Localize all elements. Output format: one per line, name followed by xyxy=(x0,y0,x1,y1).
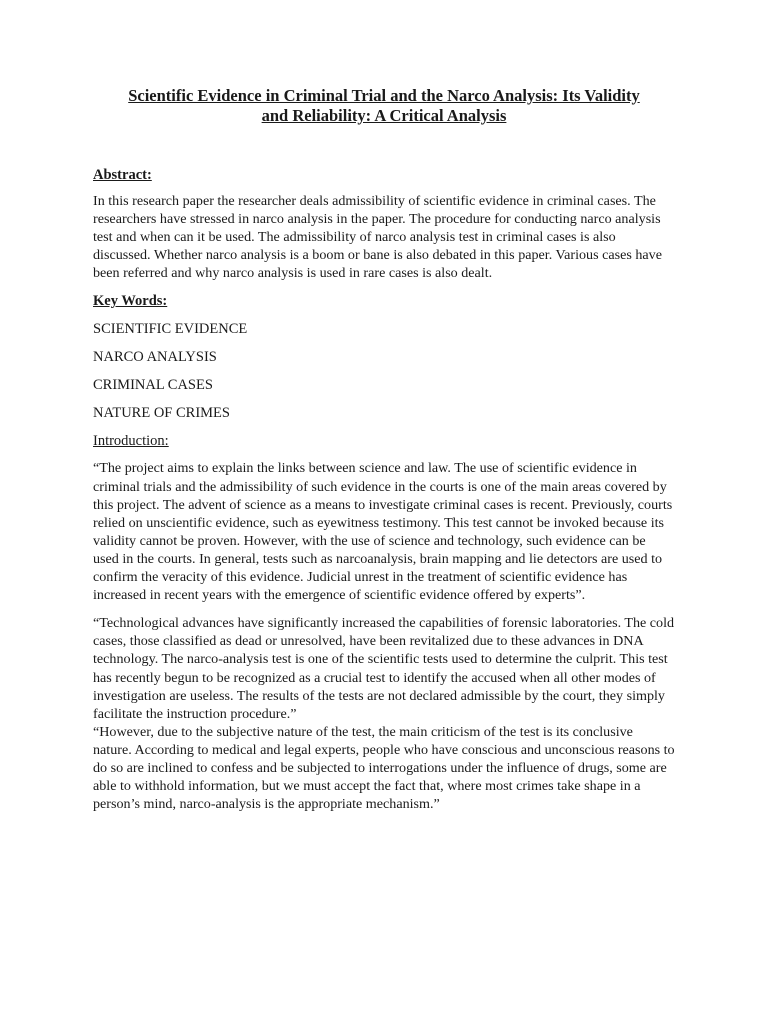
intro-paragraph-3: “However, due to the subjective nature of the test, the main criticism of the test is its conclusive nature. According to medical and legal experts, people who have conscious and unconscious reasons to do so are inclined to confess and be subjected to interrogations under the influence of drugs, some are able to withhold information, but we must accept the fact that, where most crimes take shape in a person’s mind, narco-analysis is the appropriate mechanism.” xyxy=(93,723,675,813)
keyword-item: SCIENTIFIC EVIDENCE xyxy=(93,321,248,338)
title-line-1: Scientific Evidence in Criminal Trial and the Narco Analysis: Its Validity xyxy=(128,86,640,105)
intro-paragraph-2: “Technological advances have significantly increased the capabilities of forensic laboratories. The cold cases, those classified as dead or unresolved, have been revitalized due to these advances in DNA technology. The narco-analysis test is one of the scientific tests used to determine the culprit. This test has recently begun to be recognized as a crucial test to identify the accused when all other modes of investigation are useless. The results of the tests are not declared admissible by the court, they simply facilitate the instruction procedure.” xyxy=(93,615,675,722)
keyword-item: CRIMINAL CASES xyxy=(93,377,213,394)
intro-paragraph-1: “The project aims to explain the links between science and law. The use of scientific evidence in criminal trials and the admissibility of such evidence in the courts is one of the main areas covered by this project. The advent of science as a means to investigate criminal cases is recent. Previously, courts relied on unscientific evidence, such as eyewitness testimony. This test cannot be invoked because its validity cannot be proven. However, with the use of science and technology, such evidence can be used in the courts. In general, tests such as narcoanalysis, brain mapping and lie detectors are used to confirm the veracity of this evidence. Judicial unrest in the treatment of scientific evidence has increased in recent years with the emergence of scientific evidence offered by experts”. xyxy=(93,460,673,604)
keyword-item: NARCO ANALYSIS xyxy=(93,349,217,366)
introduction-heading: Introduction: xyxy=(93,433,169,450)
document-page xyxy=(93,86,675,813)
abstract-heading: Abstract: xyxy=(93,167,152,183)
abstract-text: In this research paper the researcher deals admissibility of scientific evidence in criminal cases. The researchers have stressed in narco analysis in the paper. The procedure for conducting narco analysis test and when can it be used. The admissibility of narco analysis test in criminal cases is also discussed. Whether narco analysis is a boom or bane is also debated in this paper. Various cases have been referred and why narco analysis is used in rare cases is also dealt. xyxy=(93,193,662,282)
keywords-heading: Key Words: xyxy=(93,293,168,310)
document-title xyxy=(93,86,675,126)
keyword-item: NATURE OF CRIMES xyxy=(93,405,230,422)
title-line-2: and Reliability: A Critical Analysis xyxy=(261,106,507,125)
